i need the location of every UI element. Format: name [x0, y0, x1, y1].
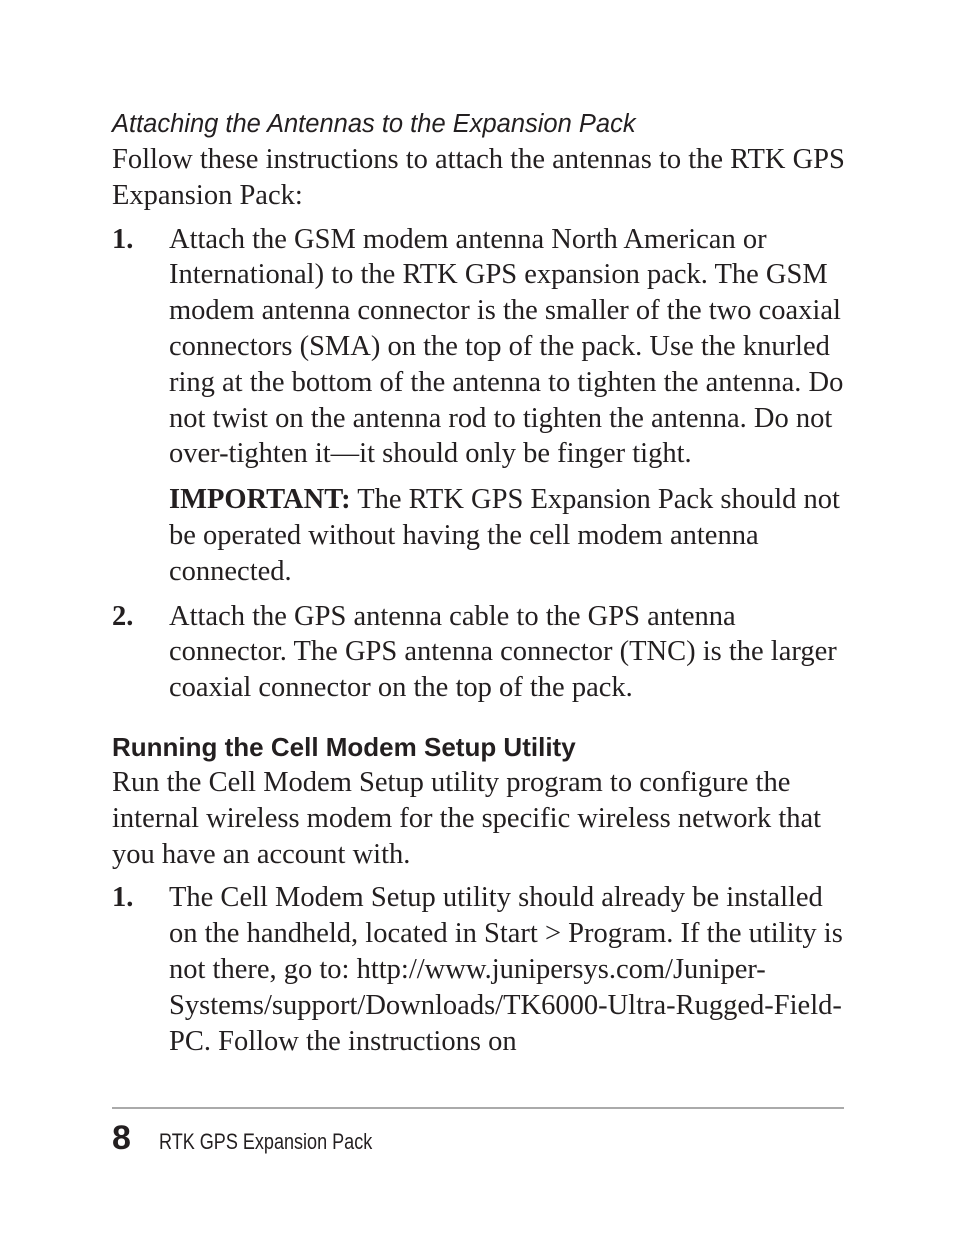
- section-heading-cell-modem: Running the Cell Modem Setup Utility: [112, 731, 576, 762]
- section-heading-attaching-antennas: Attaching the Antennas to the Expansion Pack: [112, 110, 636, 138]
- section-intro: Follow these instructions to attach the antennas to the RTK GPS Expansion Pack:: [112, 144, 845, 211]
- page-content: [112, 106, 852, 1059]
- step-text: Attach the GSM modem antenna North American or International) to the RTK GPS expansion pack. The GSM modem antenna connector is the smaller of the two coaxial connectors (SMA) on the top of the pack. Use the knurled ring at the bottom of the antenna to tighten the antenna. Do not twist on the antenna rod to tighten the antenna. Do not over-tighten it—it should only be finger tight.: [169, 223, 844, 470]
- step-text: Attach the GPS antenna cable to the GPS antenna connector. The GPS antenna connector (TNC) is the larger coaxial connector on the top of the pack.: [169, 600, 837, 704]
- section-intro: Run the Cell Modem Setup utility program to configure the internal wireless modem for the specific wireless network that you have an account with.: [112, 766, 822, 870]
- list-item: [112, 599, 852, 706]
- page-number: 8: [112, 1119, 131, 1157]
- important-note: [169, 482, 852, 589]
- step-number: 2.: [112, 600, 134, 632]
- footer-rule: [112, 1107, 844, 1109]
- page-footer: [112, 1118, 419, 1162]
- important-text: The RTK GPS Expansion Pack should not be operated without having the cell modem antenna connected.: [169, 484, 840, 587]
- step-number: 1.: [112, 882, 134, 914]
- list-item: [112, 880, 852, 1059]
- list-item: [112, 222, 852, 590]
- step-number: 1.: [112, 223, 134, 255]
- steps-list: [112, 222, 852, 706]
- running-title: RTK GPS Expansion Pack: [158, 1129, 373, 1154]
- important-label: IMPORTANT:: [169, 484, 351, 516]
- steps-list: [112, 880, 852, 1059]
- step-text: The Cell Modem Setup utility should already be installed on the handheld, located in Start > Program. If the utility is not there, go to: http://www.junipersys.com/Juniper-Systems/support/Downloads/TK6000-Ultra-Rugged-Field-PC. Follow the instructions on: [169, 882, 843, 1057]
